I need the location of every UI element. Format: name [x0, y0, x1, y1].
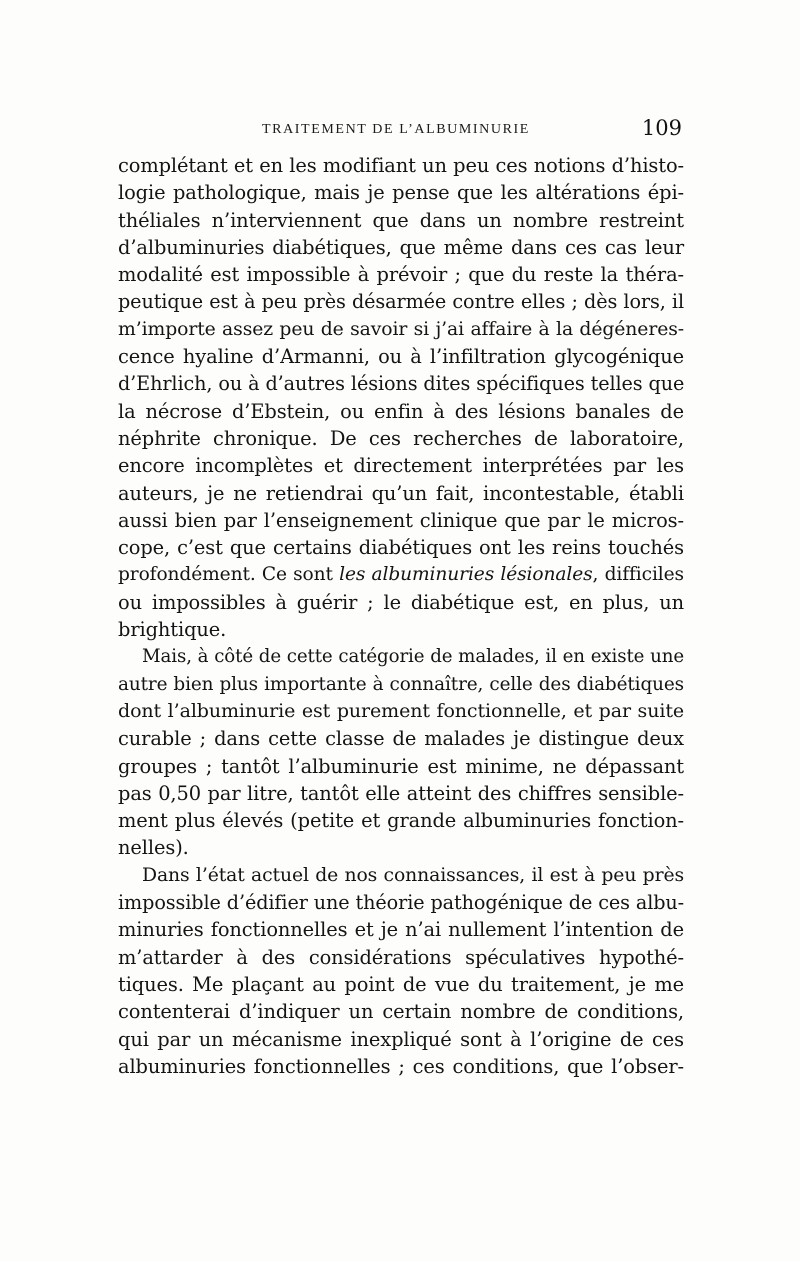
- text-segment: profondément. Ce sont: [118, 564, 340, 586]
- text-line: la nécrose d’Ebstein, ou enfin à des lésions banales de: [118, 399, 684, 423]
- running-head: [118, 116, 684, 146]
- text-line: dont l’albuminurie est purement fonctionnelle, et par suite: [118, 699, 684, 722]
- text-line: cope, c’est que certains diabétiques ont les reins touchés: [118, 536, 684, 560]
- text-line: théliales n’interviennent que dans un nombre restreint: [118, 208, 684, 232]
- text-line: complétant et en les modifiant un peu ces notions d’histo-: [118, 154, 684, 177]
- text-line: groupes ; tantôt l’albuminurie est minime, ne dépassant: [118, 754, 684, 778]
- text-line: minuries fonctionnelles et je n’ai nullement l’intention de: [118, 918, 684, 942]
- body-text: [118, 152, 684, 1080]
- text-line: auteurs, je ne retiendrai qu’un fait, incontestable, établi: [118, 481, 684, 505]
- paragraph-first-line: Dans l’état actuel de nos connaissances, il est à peu près: [142, 864, 684, 886]
- text-line: m’attarder à des considérations spéculatives hypothé-: [118, 945, 684, 969]
- text-line: nelles).: [118, 836, 189, 860]
- text-line: d’Ehrlich, ou à d’autres lésions dites spécifiques telles que: [118, 372, 685, 396]
- text-line: autre bien plus importante à connaître, celle des diabétiques: [118, 673, 684, 695]
- text-line: contenterai d’indiquer un certain nombre de conditions,: [118, 1000, 684, 1024]
- text-line: logie pathologique, mais je pense que les altérations épi-: [118, 181, 684, 205]
- page-number: 109: [641, 116, 682, 140]
- text-line: cence hyaline d’Armanni, ou à l’infiltration glycogénique: [118, 345, 684, 369]
- text-line: modalité est impossible à prévoir ; que du reste la théra-: [118, 263, 684, 287]
- text-line: albuminuries fonctionnelles ; ces conditions, que l’obser-: [118, 1054, 684, 1078]
- text-line: aussi bien par l’enseignement clinique que par le micros-: [118, 508, 684, 532]
- text-segment: , difficiles: [592, 564, 684, 586]
- text-line: encore incomplètes et directement interprétées par les: [118, 454, 684, 478]
- text-line: impossible d’édifier une théorie pathogénique de ces albu-: [118, 891, 685, 915]
- text-line: qui par un mécanisme inexpliqué sont à l’origine de ces: [118, 1027, 684, 1051]
- text-line: tiques. Me plaçant au point de vue du traitement, je me: [118, 972, 684, 996]
- text-line: d’albuminuries diabétiques, que même dans ces cas leur: [118, 235, 684, 259]
- text-line: ment plus élevés (petite et grande albuminuries fonction-: [118, 809, 684, 833]
- text-line: ou impossibles à guérir ; le diabétique est, en plus, un: [118, 590, 684, 614]
- text-line: m’importe assez peu de savoir si j’ai affaire à la dégéneres-: [118, 318, 684, 340]
- paragraph-first-line: Mais, à côté de cette catégorie de malades, il en existe une: [142, 646, 684, 668]
- text-line: peutique est à peu près désarmée contre elles ; dès lors, il: [118, 290, 684, 314]
- running-title: TRAITEMENT DE L’ALBUMINURIE: [262, 122, 530, 137]
- text-line: néphrite chronique. De ces recherches de laboratoire,: [118, 426, 684, 450]
- text-line: curable ; dans cette classe de malades je distingue deux: [118, 727, 684, 751]
- text-line: pas 0,50 par litre, tantôt elle atteint des chiffres sensible-: [118, 781, 684, 805]
- italic-term: les albuminuries lésionales: [339, 564, 593, 586]
- text-line: brightique.: [118, 618, 227, 642]
- text-line-with-italic: [118, 561, 684, 588]
